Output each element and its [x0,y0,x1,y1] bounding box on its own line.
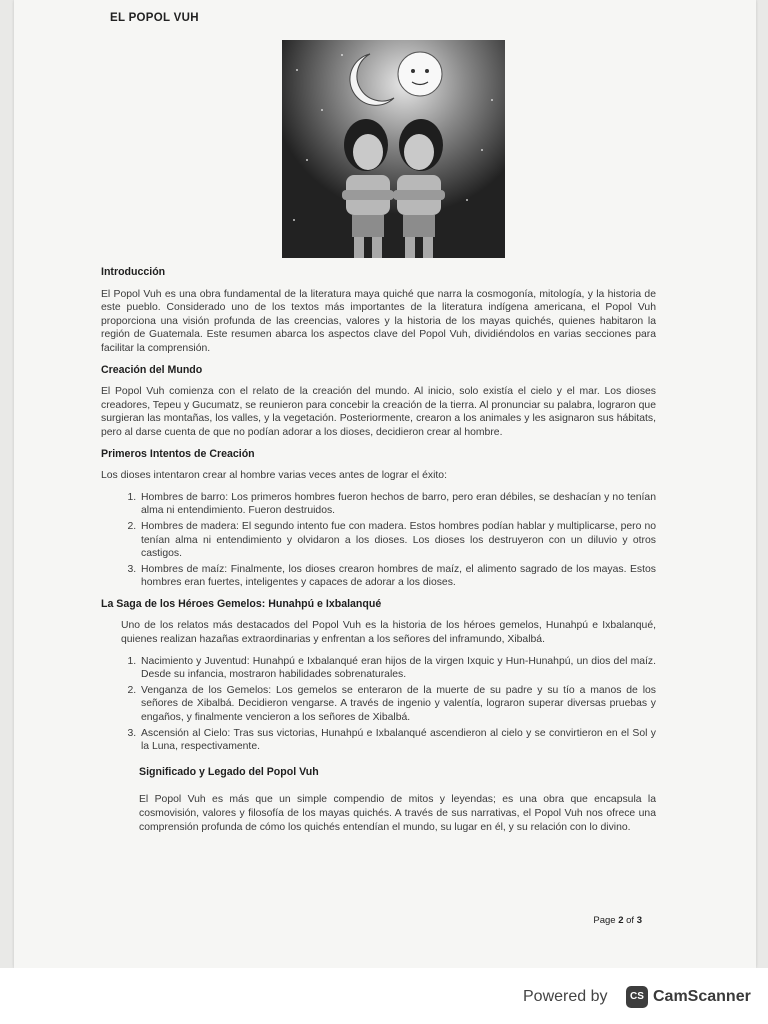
section-primeros-intentos [101,448,656,590]
page-current: 2 [618,915,624,926]
section-title: Introducción [101,266,166,278]
list-item: 1. Hombres de barro: Los primeros hombres fueron hechos de barro, pero eran débiles, se deshacían y no tenían alma ni entendimiento. Fueron destruidos. [139,491,656,518]
paragraph: Los dioses intentaron crear al hombre varias veces antes de lograr el éxito: [101,470,447,482]
paragraph: Uno de los relatos más destacados del Popol Vuh es la historia de los héroes gemelos, Hunahpú e Ixbalanqué, quienes realizan hazañas extraordinarias y enfrentan a los señores del inframundo, Xibalbá. [121,620,656,646]
camscanner-brand: CamScanner [653,988,751,1005]
numbered-list [101,655,656,754]
document-title: EL POPOL VUH [110,12,199,24]
illustration-svg [282,40,505,258]
section-title: Primeros Intentos de Creación [101,447,255,460]
list-item: 3. Hombres de maíz: Finalmente, los dioses crearon hombres de maíz, el alimento sagrado de los mayas. Estos hombres eran fuertes, inteligentes y capaces de adorar a los dioses. [139,563,656,590]
section-title: Significado y Legado del Popol Vuh [139,765,319,778]
paragraph: El Popol Vuh comienza con el relato de la creación del mundo. Al inicio, solo existía el cielo y el mar. Los dioses creadores, Tepeu y Gucumatz, se reunieron para concebir la creación de la tierra. Al pronunciar su palabra, lograron que surgieran las montañas, los valles, y la vegetación. Posteriormente, crearon a los animales y les asignaron sus hábitats, pero al darse cuenta de que no podían adorar a los dioses, decidieron crear al hombre. [101,386,656,438]
page-number [593,915,642,926]
paragraph: El Popol Vuh es más que un simple compendio de mitos y leyendas; es una obra que encapsula la cosmovisión, valores y filosofía de los mayas quichés. A través de sus narrativas, el Popol Vuh nos ofrece una comprensión profunda de cómo los quichés entendían el mundo, su lugar en él, y su relación con lo divino. [139,794,656,833]
section-heroes-gemelos [101,598,656,754]
scanner-footer [0,968,768,1024]
numbered-list [101,491,656,590]
page-label: Page [593,915,616,926]
section-significado-legado [101,766,656,834]
section-introduccion [101,266,656,356]
paragraph: El Popol Vuh es una obra fundamental de la literatura maya quiché que narra la cosmogonía, mitología, y la historia de este pueblo. Considerado uno de los textos más importantes de la literatura indígena americana, el Popol Vuh proporciona una visión profunda de las creencias, valores y la historia de los mayas quichés, quienes habitaron la región de Guatemala. Este resumen abarca los aspectos clave del Popol Vuh, dividiéndolos en varias secciones para facilitar la comprensión. [101,288,656,354]
camscanner-logo-icon: CS [626,986,648,1008]
list-item: 1. Nacimiento y Juventud: Hunahpú e Ixbalanqué eran hijos de la virgen Ixquic y Hun-Hunahpú, un dios del maíz. Desde su infancia, mostraron habilidades sobrenaturales. [139,655,656,682]
powered-by-text: Powered by [523,988,608,1005]
list-item: 2. Venganza de los Gemelos: Los gemelos se enteraron de la muerte de su padre y su tío a manos de los señores de Xibalbá. Decidieron vengarse. A través de ingenio y valentía, lograron superar diversas pruebas y engaños, y finalmente vencieron a los señores de Xibalbá. [139,684,656,725]
list-item: 3. Ascensión al Cielo: Tras sus victorias, Hunahpú e Ixbalanqué ascendieron al cielo y se convirtieron en el Sol y la Luna, respectivamente. [139,727,656,754]
page-of-label: of [626,915,635,926]
section-title: La Saga de los Héroes Gemelos: Hunahpú e Ixbalanqué [101,597,382,610]
document-body [101,266,656,842]
twins-sun-moon-illustration [282,40,505,258]
section-creacion-del-mundo [101,364,656,440]
list-item: 2. Hombres de madera: El segundo intento fue con madera. Estos hombres podían hablar y multiplicarse, pero no tenían alma ni entendimiento y olvidaron a los dioses. Los dioses los destruyeron con un diluvio y otros castigos. [139,520,656,561]
section-title: Creación del Mundo [101,363,203,376]
page-total: 3 [636,915,642,926]
